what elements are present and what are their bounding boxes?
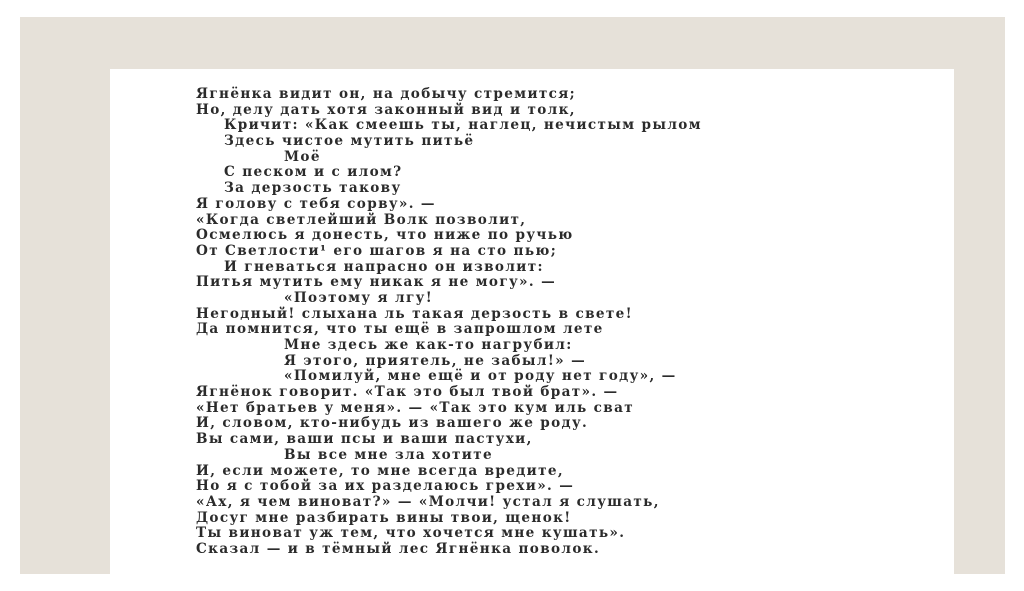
- poem-line: «Поэтому я лгу!: [284, 289, 434, 306]
- poem-line: За дерзость такову: [224, 180, 402, 197]
- poem-line: Да помнится, что ты ещё в запрошлом лете: [196, 321, 604, 338]
- poem-line: Сказал — и в тёмный лес Ягнёнка поволок.: [196, 540, 601, 557]
- poem-line: От Светлости¹ его шагов я на сто пью;: [196, 242, 558, 259]
- poem-line: Ты виноват уж тем, что хочется мне кушать».: [196, 525, 626, 542]
- poem-line: Ягнёнка видит он, на добычу стремится;: [196, 86, 577, 102]
- poem-line: И, если можете, то мне всегда вредите,: [196, 462, 564, 479]
- poem-line: Негодный! слыхана ль такая дерзость в свете!: [196, 305, 633, 322]
- poem-line: Мне здесь же как-то нагрубил:: [284, 337, 573, 353]
- poem-line: С песком и с илом?: [224, 164, 403, 181]
- poem-line: Моё: [284, 148, 321, 165]
- poem-line: Кричит: «Как смеешь ты, наглец, нечистым рылом: [224, 117, 702, 134]
- poem-line: Осмелюсь я донесть, что ниже по ручью: [196, 227, 574, 244]
- poem-line: Здесь чистое мутить питьё: [224, 133, 475, 150]
- poem-line: Вы все мне зла хотите: [284, 446, 493, 463]
- book-page: [110, 69, 954, 591]
- poem-line: Я голову с тебя сорву». —: [196, 195, 436, 212]
- poem-line: И гневаться напрасно он изволит:: [224, 258, 544, 275]
- poem-line: Досуг мне разбирать вины твои, щенок!: [196, 509, 572, 526]
- poem-line: «Ах, я чем виноват?» — «Молчи! устал я слушать,: [196, 493, 660, 510]
- poem-line: Но я с тобой за их разделаюсь грехи». —: [196, 478, 575, 495]
- poem-line: «Помилуй, мне ещё и от роду нет году», —: [284, 368, 677, 385]
- poem-line: Вы сами, ваши псы и ваши пастухи,: [196, 431, 533, 448]
- poem-line: Я этого, приятель, не забыл!» —: [284, 352, 587, 369]
- poem-text: [196, 87, 702, 558]
- slide-frame: [20, 17, 1005, 574]
- poem-line: И, словом, кто-нибудь из вашего же роду.: [196, 415, 589, 432]
- poem-line: «Когда светлейший Волк позволит,: [196, 211, 527, 228]
- poem-line: Но, делу дать хотя законный вид и толк,: [196, 101, 576, 118]
- poem-line: Питья мутить ему никак я не могу». —: [196, 274, 557, 291]
- poem-line: Ягнёнок говорит. «Так это был твой брат». —: [196, 384, 619, 401]
- poem-line: «Нет братьев у меня». — «Так это кум иль сват: [196, 399, 635, 416]
